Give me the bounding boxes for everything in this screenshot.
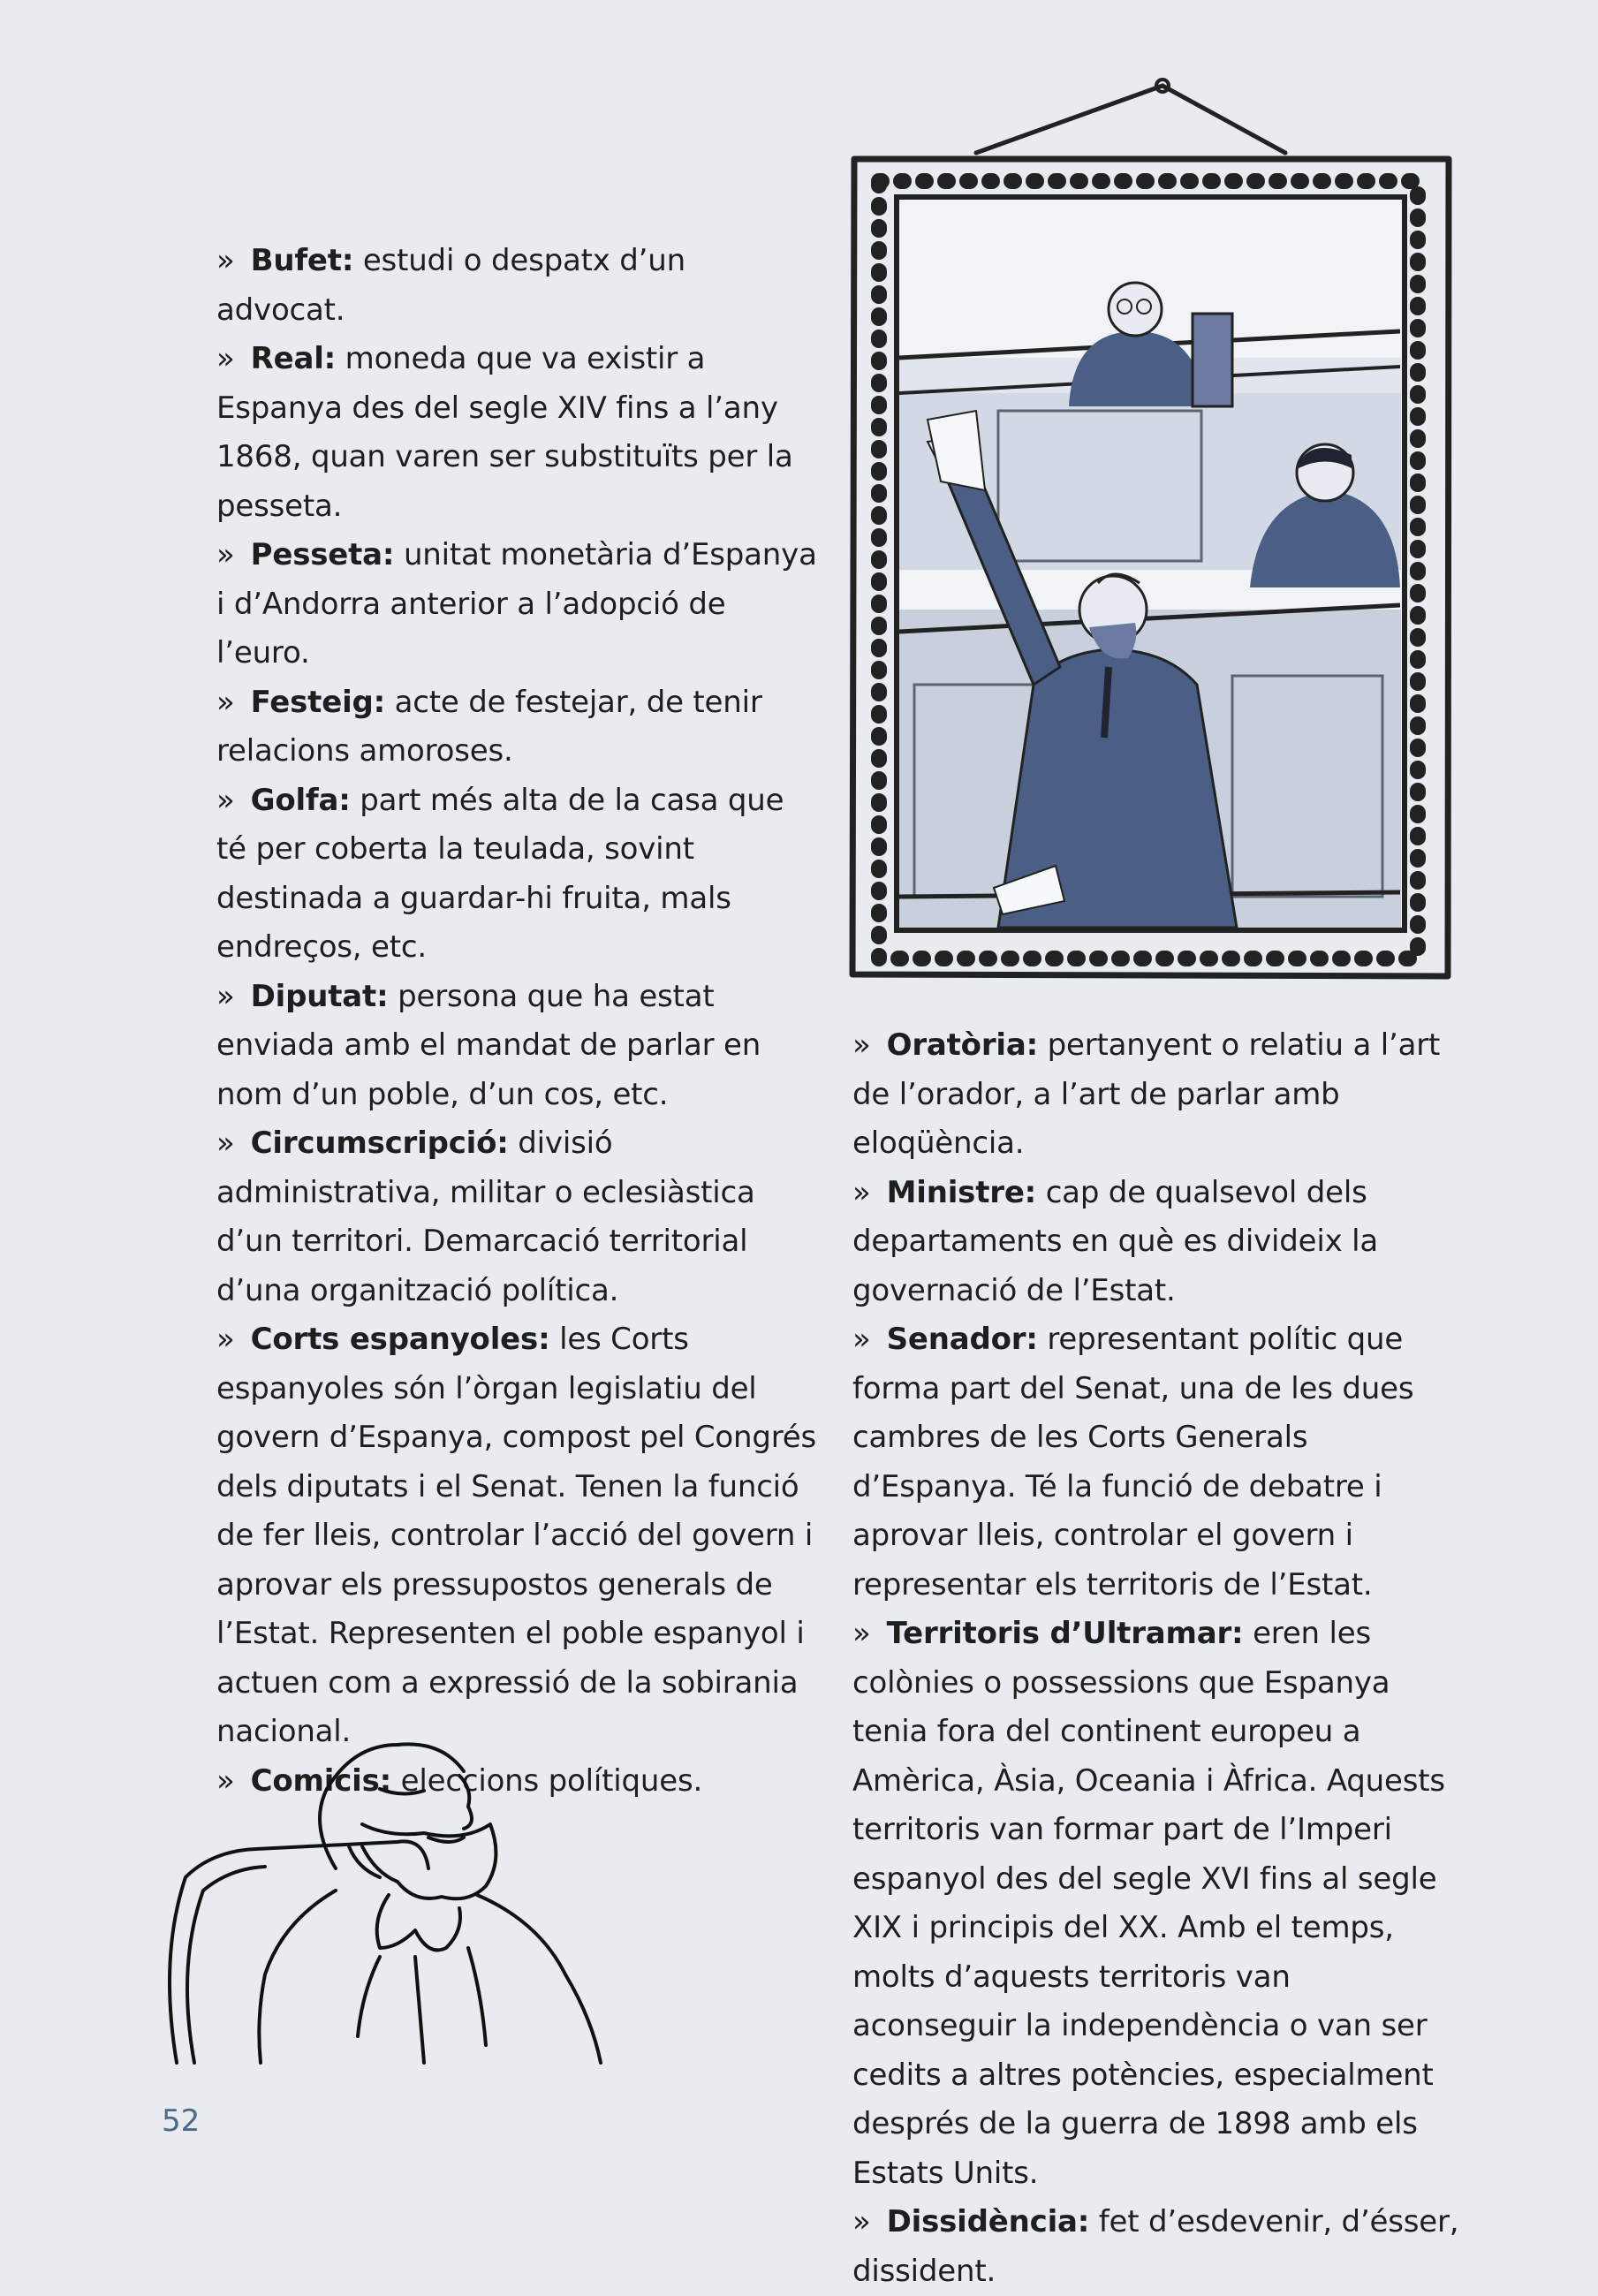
glossary-entry-festeig	[216, 678, 817, 777]
glossary-term: Territoris d’Ultramar:	[886, 1616, 1244, 1651]
glossary-term: Dissidència:	[886, 2204, 1090, 2239]
bearded-man-line-sketch	[159, 1692, 742, 2072]
bullet-glyph: »	[216, 1762, 235, 1799]
glossary-definition: eleccions polítiques.	[400, 1762, 703, 1799]
glossary-term: Golfa:	[250, 782, 351, 818]
glossary-definition: divisió administrativa, militar o eclesiàstica d’un territori. Demarcació territorial d’una organització política.	[216, 1125, 755, 1308]
glossary-term: Pesseta:	[250, 537, 395, 572]
page-number: 52	[162, 2103, 201, 2139]
glossary-definition: pertanyent o relatiu a l’art de l’orador, a l’art de parlar amb eloqüència.	[852, 1027, 1441, 1161]
glossary-left-column	[216, 237, 817, 1806]
bullet-glyph: »	[216, 1322, 235, 1357]
glossary-right-column	[852, 1021, 1462, 2296]
bullet-glyph: »	[852, 1616, 871, 1651]
glossary-definition: estudi o despatx d’un advocat.	[216, 243, 685, 328]
glossary-definition: unitat monetària d’Espanya i d’Andorra anterior a l’adopció de l’euro.	[216, 537, 817, 671]
bullet-glyph: »	[852, 2204, 871, 2239]
glossary-term: Diputat:	[250, 978, 389, 1014]
glossary-definition: moneda que va existir a Espanya des del segle XIV fins a l’any 1868, quan varen ser substituïts per la pesseta.	[216, 341, 793, 524]
glossary-term: Bufet:	[250, 243, 354, 278]
glossary-definition: les Corts espanyoles són l’òrgan legislatiu del govern d’Espanya, compost pel Congrés dels diputats i el Senat. Tenen la funció de fer lleis, controlar l’acció del govern i aprovar els pressupostos generals de l’Estat. Representen el poble espanyol i actuen com a expressió de la sobirania nacional.	[216, 1322, 817, 1749]
glossary-definition: fet d’esdevenir, d’ésser, dissident.	[852, 2204, 1459, 2289]
glossary-term: Corts espanyoles:	[250, 1322, 550, 1357]
glossary-term: Oratòria:	[886, 1027, 1038, 1063]
glossary-definition: cap de qualsevol dels departaments en què es divideix la governació de l’Estat.	[852, 1174, 1379, 1308]
glossary-entry-real	[216, 335, 817, 531]
glossary-entry-pesseta	[216, 531, 817, 678]
glossary-entry-senador	[852, 1315, 1462, 1610]
glossary-term: Circumscripció:	[250, 1125, 509, 1161]
bullet-glyph: »	[852, 1322, 871, 1357]
bullet-glyph: »	[216, 978, 235, 1014]
glossary-definition: acte de festejar, de tenir relacions amoroses.	[216, 684, 762, 769]
glossary-term: Real:	[250, 341, 337, 376]
glossary-entry-dissidencia	[852, 2198, 1462, 2296]
glossary-entry-bufet	[216, 237, 817, 335]
glossary-definition: representant polític que forma part del Senat, una de les dues cambres de les Corts Generals d’Espanya. Té la funció de debatre i aprovar lleis, controlar el govern i representar els territoris de l’Estat.	[852, 1322, 1414, 1603]
glossary-term: Senador:	[886, 1322, 1038, 1357]
bullet-glyph: »	[216, 243, 235, 278]
glossary-entry-corts-espanyoles	[216, 1315, 817, 1757]
bullet-glyph: »	[216, 684, 235, 720]
glossary-definition: eren les colònies o possessions que Espanya tenia fora del continent europeu a Amèrica, Àsia, Oceania i Àfrica. Aquests territoris van formar part de l’Imperi espanyol des del segle XVI fins al segle XIX i principis del XX. Amb el temps, molts d’aquests territoris van aconseguir la independència o van ser cedits a altres potències, especialment després de la guerra de 1898 amb els Estats Units.	[852, 1616, 1445, 2191]
glossary-entry-territoris-ultramar	[852, 1610, 1462, 2198]
bullet-glyph: »	[852, 1174, 871, 1210]
glossary-term: Comicis:	[250, 1762, 392, 1799]
glossary-entry-oratoria	[852, 1021, 1462, 1169]
glossary-definition: part més alta de la casa que té per coberta la teulada, sovint destinada a guardar-hi fruita, mals endreços, etc.	[216, 782, 784, 965]
glossary-entry-golfa	[216, 777, 817, 973]
framed-parliament-illustration	[844, 66, 1453, 985]
glossary-term: Festeig:	[250, 684, 386, 720]
glossary-term: Ministre:	[886, 1174, 1037, 1210]
glossary-definition: persona que ha estat enviada amb el mandat de parlar en nom d’un poble, d’un cos, etc.	[216, 978, 761, 1112]
glossary-entry-diputat	[216, 973, 817, 1120]
glossary-entry-ministre	[852, 1169, 1462, 1316]
bullet-glyph: »	[216, 782, 235, 818]
bullet-glyph: »	[852, 1027, 871, 1063]
bullet-glyph: »	[216, 537, 235, 572]
glossary-entry-circumscripcio	[216, 1119, 817, 1315]
bullet-glyph: »	[216, 1125, 235, 1161]
bullet-glyph: »	[216, 341, 235, 376]
